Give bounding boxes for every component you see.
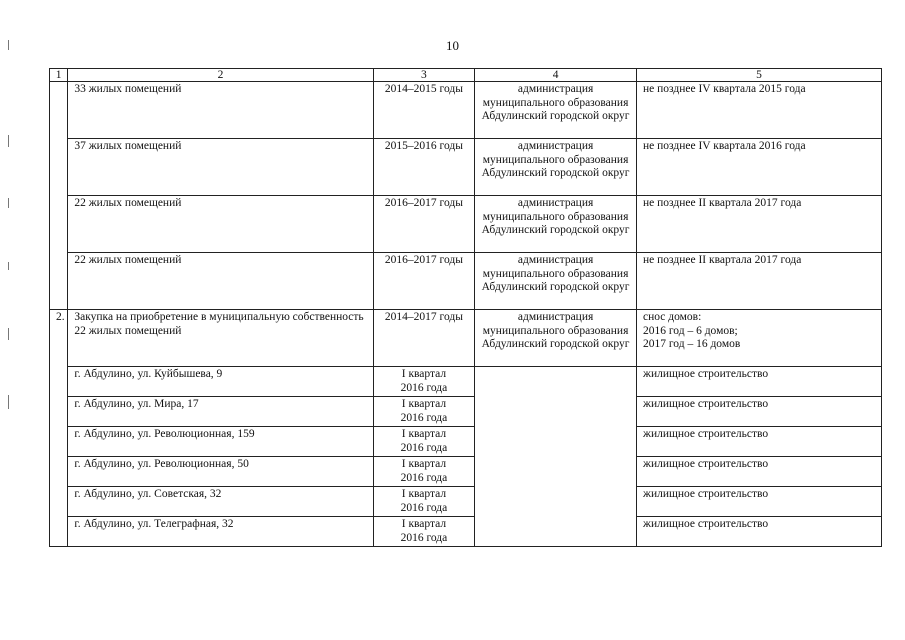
cell-deadline: не позднее II квартала 2017 года <box>637 196 882 253</box>
cell-deadline: не позднее IV квартала 2016 года <box>637 139 882 196</box>
cell-deadline: не позднее IV квартала 2015 года <box>637 82 882 139</box>
table-row <box>50 487 882 517</box>
col-header-5: 5 <box>637 69 882 82</box>
cell-address: г. Абдулино, ул. Революционная, 50 <box>68 457 373 487</box>
table-row <box>50 397 882 427</box>
cell-executor: администрация муниципального образования Абдулинский городской округ <box>475 139 637 196</box>
cell-period: I квартал 2016 года <box>373 397 474 427</box>
cell-address: г. Абдулино, ул. Телеграфная, 32 <box>68 517 373 547</box>
cell-period: I квартал 2016 года <box>373 487 474 517</box>
cell-address: г. Абдулино, ул. Мира, 17 <box>68 397 373 427</box>
cell-period: I квартал 2016 года <box>373 517 474 547</box>
result-line: 2017 год – 16 домов <box>643 338 741 350</box>
cell-result: жилищное строительство <box>637 517 882 547</box>
cell-executor: администрация муниципального образования Абдулинский городской округ <box>475 253 637 310</box>
col-header-1: 1 <box>50 69 68 82</box>
header-row <box>50 69 882 82</box>
table-row <box>50 82 882 139</box>
table-row <box>50 253 882 310</box>
cell-result: жилищное строительство <box>637 427 882 457</box>
cell-name: 33 жилых помещений <box>68 82 373 139</box>
table-row <box>50 517 882 547</box>
row-number-cell: 2. <box>50 310 68 547</box>
col-header-2: 2 <box>68 69 373 82</box>
cell-name: 22 жилых помещений <box>68 253 373 310</box>
table-row <box>50 139 882 196</box>
cell-period: I квартал 2016 года <box>373 367 474 397</box>
cell-executor: администрация муниципального образования Абдулинский городской округ <box>475 196 637 253</box>
table-row <box>50 427 882 457</box>
scan-margin-marks <box>8 40 12 440</box>
row-number-cell <box>50 82 68 310</box>
cell-period: 2014–2017 годы <box>373 310 474 367</box>
cell-result: жилищное строительство <box>637 367 882 397</box>
cell-result <box>637 310 882 367</box>
cell-deadline: не позднее II квартала 2017 года <box>637 253 882 310</box>
table-row <box>50 457 882 487</box>
cell-address: г. Абдулино, ул. Советская, 32 <box>68 487 373 517</box>
program-table <box>49 68 882 547</box>
cell-period: 2016–2017 годы <box>373 196 474 253</box>
table-row <box>50 367 882 397</box>
cell-period: 2014–2015 годы <box>373 82 474 139</box>
cell-executor: администрация муниципального образования Абдулинский городской округ <box>475 82 637 139</box>
cell-period: 2015–2016 годы <box>373 139 474 196</box>
cell-executor-empty <box>475 367 637 547</box>
cell-result: жилищное строительство <box>637 487 882 517</box>
result-line: снос домов: <box>643 311 702 323</box>
cell-name: 37 жилых помещений <box>68 139 373 196</box>
table-row <box>50 196 882 253</box>
cell-result: жилищное строительство <box>637 397 882 427</box>
cell-name: 22 жилых помещений <box>68 196 373 253</box>
col-header-3: 3 <box>373 69 474 82</box>
page-number: 10 <box>446 38 459 53</box>
cell-executor: администрация муниципального образования Абдулинский городской округ <box>475 310 637 367</box>
cell-name: Закупка на приобретение в муниципальную собственность 22 жилых помещений <box>68 310 373 367</box>
table-row <box>50 310 882 367</box>
cell-address: г. Абдулино, ул. Революционная, 159 <box>68 427 373 457</box>
cell-address: г. Абдулино, ул. Куйбышева, 9 <box>68 367 373 397</box>
cell-period: 2016–2017 годы <box>373 253 474 310</box>
cell-period: I квартал 2016 года <box>373 427 474 457</box>
cell-period: I квартал 2016 года <box>373 457 474 487</box>
col-header-4: 4 <box>475 69 637 82</box>
result-line: 2016 год – 6 домов; <box>643 324 738 337</box>
cell-result: жилищное строительство <box>637 457 882 487</box>
